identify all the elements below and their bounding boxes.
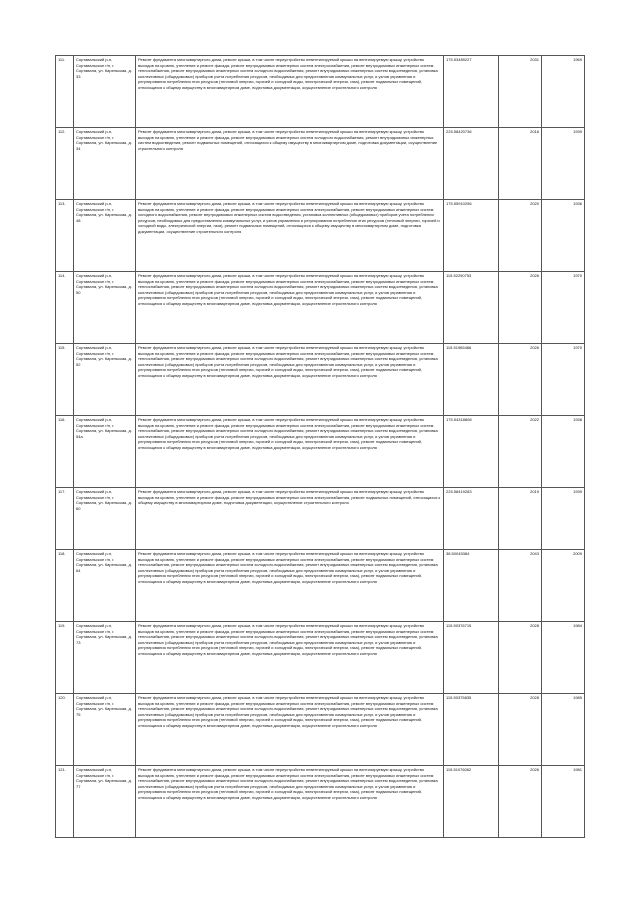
row-works: Ремонт фундамента многоквартирного дома, ремонт крыши, в том числе переустройство невентилируемой крыши на вентилируемую крышу, устройство выходов на кровлю, утепление и ремонт фасада, ремонт внутридомовых инженерных систем электроснабжения, ремонт внутридомовых инженерных систем теплоснабжения, ремонт внутридомовых инженерных систем холодного водоснабжения, ремонт внутридомовых инженерных систем водоотведения, установка коллективных (общедомовых) приборов учета потребления ресурсов, необходимых для предоставления коммунальных услуг, и узлов управления и регулирования потребления этих ресурсов (тепловой энергии, горячей и холодной воды, электрической энергии, газа), ремонт подвальных помещений, относящихся к общему имуществу в многоквартирном доме, подготовка документации, осуществление строительного контроля [136, 344, 444, 416]
row-address: Сортавальский р-н, Сортавальское г/п, г. Сортавала, ул. Карельская, д. 77 [74, 766, 136, 838]
row-year-plan: 2043 [499, 550, 542, 622]
row-number: 112. [56, 128, 74, 200]
register-table [55, 55, 585, 838]
row-year-built: 1970 [542, 272, 585, 344]
row-number: 113. [56, 200, 74, 272]
row-works: Ремонт фундамента многоквартирного дома, ремонт крыши, в том числе переустройство невентилируемой крыши на вентилируемую крышу, устройство выходов на кровлю, утепление и ремонт фасада, ремонт внутридомовых инженерных систем электроснабжения, ремонт внутридомовых инженерных систем теплоснабжения, ремонт внутридомовых инженерных систем холодного водоснабжения, ремонт внутридомовых инженерных систем водоотведения, установка коллективных (общедомовых) приборов учета потребления ресурсов, необходимых для предоставления коммунальных услуг, и узлов управления и регулирования потребления этих ресурсов (тепловой энергии, горячей и холодной воды, электрической энергии, газа), ремонт подвальных помещений, относящихся к общему имуществу в многоквартирном доме, подготовка документации, осуществление строительного контроля [136, 766, 444, 838]
row-year-plan: 2016 [499, 128, 542, 200]
row-number: 116. [56, 416, 74, 488]
table-row [56, 56, 585, 128]
table-row [56, 128, 585, 200]
table-row [56, 200, 585, 272]
row-works: Ремонт фундамента многоквартирного дома, ремонт крыши, в том числе переустройство невентилируемой крыши на вентилируемую крышу, устройство выходов на кровлю, утепление и ремонт фасада, ремонт внутридомовых инженерных систем электроснабжения, ремонт внутридомовых инженерных систем теплоснабжения, ремонт внутридомовых инженерных систем холодного водоснабжения, ремонт внутридомовых инженерных систем водоотведения, установка коллективных (общедомовых) приборов учета потребления ресурсов, необходимых для предоставления коммунальных услуг, и узлов управления и регулирования потребления этих ресурсов (тепловой энергии, горячей и холодной воды, электрической энергии, газа), ремонт подвальных помещений, относящихся к общему имуществу в многоквартирном доме, подготовка документации, осуществление строительного контроля [136, 622, 444, 694]
row-year-built: 1939 [542, 488, 585, 550]
row-address: Сортавальский р-н, Сортавальское г/п, г. Сортавала, ул. Карельская, д. 34 [74, 128, 136, 200]
row-cost: 115.51965466 [444, 344, 499, 416]
row-address: Сортавальский р-н, Сортавальское г/п, г. Сортавала, ул. Карельская, д. 54а [74, 416, 136, 488]
row-year-built: 1984 [542, 622, 585, 694]
row-cost: 115.50376715 [444, 622, 499, 694]
row-cost: 175.55910256 [444, 200, 499, 272]
row-works: Ремонт фундамента многоквартирного дома, ремонт крыши, в том числе переустройство невентилируемой крыши на вентилируемую крышу, устройство выходов на кровлю, утепление и ремонт фасада, ремонт внутридомовых инженерных систем электроснабжения, ремонт внутридомовых инженерных систем теплоснабжения, ремонт внутридомовых инженерных систем холодного водоснабжения, ремонт внутридомовых инженерных систем водоотведения, установка коллективных (общедомовых) приборов учета потребления ресурсов, необходимых для предоставления коммунальных услуг, и узлов управления и регулирования потребления этих ресурсов (тепловой энергии, горячей и холодной воды, электрической энергии, газа), ремонт подвальных помещений, относящихся к общему имуществу в многоквартирном доме, подготовка документации, осуществление строительного контроля [136, 56, 444, 128]
table-row [56, 416, 585, 488]
table-row [56, 488, 585, 550]
row-number: 114. [56, 272, 74, 344]
row-address: Сортавальский р-н, Сортавальское г/п, г. Сортавала, ул. Карельская, д. 33 [74, 56, 136, 128]
row-address: Сортавальский р-н, Сортавальское г/п, г. Сортавала, ул. Карельская, д. 52 [74, 344, 136, 416]
table-row [56, 550, 585, 622]
row-works: Ремонт фундамента многоквартирного дома, ремонт крыши, в том числе переустройство невентилируемой крыши на вентилируемую крышу, устройство выходов на кровлю, утепление и ремонт фасада, ремонт внутридомовых инженерных систем электроснабжения, ремонт внутридомовых инженерных систем теплоснабжения, ремонт внутридомовых инженерных систем холодного водоснабжения, ремонт внутридомовых инженерных систем водоотведения, установка коллективных (общедомовых) приборов учета потребления ресурсов, необходимых для предоставления коммунальных услуг, и узлов управления и регулирования потребления этих ресурсов (тепловой энергии, горячей и холодной воды, электрической энергии, газа), ремонт подвальных помещений, относящихся к общему имуществу в многоквартирном доме, подготовка документации, осуществление строительного контроля [136, 416, 444, 488]
row-number: 117. [56, 488, 74, 550]
row-year-built: 1981 [542, 766, 585, 838]
row-cost: 225.58420736 [444, 128, 499, 200]
row-works: Ремонт фундамента многоквартирного дома, ремонт крыши, в том числе переустройство невентилируемой крыши на вентилируемую крышу, устройство выходов на кровлю, утепление и ремонт фасада, ремонт внутридомовых инженерных систем холодного водоснабжения, ремонт внутридомовых инженерных систем водоотведения, ремонт подвальных помещений, относящихся к общему имуществу в многоквартирном доме, подготовка документации, осуществление строительного контроля [136, 128, 444, 200]
row-year-built: 1985 [542, 694, 585, 766]
row-works: Ремонт фундамента многоквартирного дома, ремонт крыши, в том числе переустройство невентилируемой крыши на вентилируемую крышу, устройство выходов на кровлю, утепление и ремонт фасада, ремонт внутридомовых инженерных систем электроснабжения, ремонт внутридомовых инженерных систем теплоснабжения, ремонт внутридомовых инженерных систем холодного водоснабжения, ремонт внутридомовых инженерных систем водоотведения, установка коллективных (общедомовых) приборов учета потребления ресурсов, необходимых для предоставления коммунальных услуг, и узлов управления и регулирования потребления этих ресурсов (тепловой энергии, горячей и холодной воды, электрической энергии, газа), ремонт подвальных помещений, относящихся к общему имуществу в многоквартирном доме, подготовка документации, осуществление строительного контроля [136, 550, 444, 622]
row-year-built: 1938 [542, 416, 585, 488]
row-year-plan: 2019 [499, 488, 542, 550]
table-row [56, 272, 585, 344]
row-number: 120. [56, 694, 74, 766]
row-cost: 38.50045384 [444, 550, 499, 622]
table-row [56, 344, 585, 416]
row-address: Сортавальский р-н, Сортавальское г/п, г. Сортавала, ул. Карельская, д. 73 [74, 622, 136, 694]
row-cost: 225.58419283 [444, 488, 499, 550]
row-works: Ремонт фундамента многоквартирного дома, ремонт крыши, в том числе переустройство невентилируемой крыши на вентилируемую крышу, устройство выходов на кровлю, утепление и ремонт фасада, ремонт внутридомовых инженерных систем электроснабжения, ремонт внутридомовых инженерных систем теплоснабжения, ремонт внутридомовых инженерных систем холодного водоснабжения, ремонт внутридомовых инженерных систем водоотведения, установка коллективных (общедомовых) приборов учета потребления ресурсов, необходимых для предоставления коммунальных услуг, и узлов управления и регулирования потребления этих ресурсов (тепловой энергии, горячей и холодной воды, электрической энергии, газа), ремонт подвальных помещений, относящихся к общему имуществу в многоквартирном доме, подготовка документации, осуществление строительного контроля [136, 272, 444, 344]
row-year-built: 1969 [542, 56, 585, 128]
row-address: Сортавальский р-н, Сортавальское г/п, г. Сортавала, ул. Карельская, д. 48 [74, 200, 136, 272]
row-number: 115. [56, 344, 74, 416]
row-address: Сортавальский р-н, Сортавальское г/п, г. Сортавала, ул. Карельская, д. 75 [74, 694, 136, 766]
row-cost: 115.51076062 [444, 766, 499, 838]
register-table-body [56, 56, 585, 838]
row-address: Сортавальский р-н, Сортавальское г/п, г. Сортавала, ул. Карельская, д. 64 [74, 550, 136, 622]
row-works: Ремонт фундамента многоквартирного дома, ремонт крыши, в том числе переустройство невентилируемой крыши на вентилируемую крышу, устройство выходов на кровлю, утепление и ремонт фасада, ремонт внутридомовых инженерных систем электроснабжения, ремонт внутридомовых инженерных систем холодного водоснабжения, ремонт внутридомовых инженерных систем водоотведения, установка коллективных (общедомовых) приборов учета потребления ресурсов, необходимых для предоставления коммунальных услуг, и узлов управления и регулирования потребления этих ресурсов (тепловой энергии, горячей и холодной воды, электрической энергии, газа), ремонт подвальных помещений, относящихся к общему имуществу в многоквартирном доме, подготовка документации, осуществление строительного контроля [136, 200, 444, 272]
row-year-plan: 2026 [499, 766, 542, 838]
row-number: 118. [56, 550, 74, 622]
row-year-plan: 2020 [499, 200, 542, 272]
row-works: Ремонт фундамента многоквартирного дома, ремонт крыши, в том числе переустройство невентилируемой крыши на вентилируемую крышу, устройство выходов на кровлю, утепление и ремонт фасада, ремонт внутридомовых инженерных систем электроснабжения, ремонт внутридомовых инженерных систем теплоснабжения, ремонт внутридомовых инженерных систем холодного водоснабжения, ремонт внутридомовых инженерных систем водоотведения, установка коллективных (общедомовых) приборов учета потребления ресурсов, необходимых для предоставления коммунальных услуг, и узлов управления и регулирования потребления этих ресурсов (тепловой энергии, горячей и холодной воды, электрической энергии, газа), ремонт подвальных помещений, относящихся к общему имуществу в многоквартирном доме, подготовка документации, осуществление строительного контроля [136, 694, 444, 766]
row-cost: 115.52290753 [444, 272, 499, 344]
row-cost: 175.53489227 [444, 56, 499, 128]
row-year-plan: 2026 [499, 272, 542, 344]
row-year-plan: 2031 [499, 56, 542, 128]
row-number: 121. [56, 766, 74, 838]
row-year-plan: 2028 [499, 622, 542, 694]
table-row [56, 622, 585, 694]
row-cost: 175.54318808 [444, 416, 499, 488]
row-address: Сортавальский р-н, Сортавальское г/п, г. Сортавала, ул. Карельская, д. 50 [74, 272, 136, 344]
row-cost: 115.50375835 [444, 694, 499, 766]
row-year-plan: 2026 [499, 344, 542, 416]
row-year-built: 1970 [542, 344, 585, 416]
row-year-built: 2009 [542, 550, 585, 622]
row-works: Ремонт фундамента многоквартирного дома, ремонт крыши, в том числе переустройство невентилируемой крыши на вентилируемую крышу, устройство выходов на кровлю, утепление и ремонт фасада, ремонт внутридомовых инженерных систем электроснабжения, ремонт подвальных помещений, относящихся к общему имуществу в многоквартирном доме, подготовка документации, осуществление строительного контроля [136, 488, 444, 550]
table-row [56, 766, 585, 838]
row-number: 119. [56, 622, 74, 694]
row-year-plan: 2028 [499, 694, 542, 766]
table-row [56, 694, 585, 766]
row-address: Сортавальский р-н, Сортавальское г/п, г. Сортавала, ул. Карельская, д. 60 [74, 488, 136, 550]
row-number: 111. [56, 56, 74, 128]
row-year-built: 1939 [542, 128, 585, 200]
row-year-built: 1936 [542, 200, 585, 272]
row-year-plan: 2022 [499, 416, 542, 488]
